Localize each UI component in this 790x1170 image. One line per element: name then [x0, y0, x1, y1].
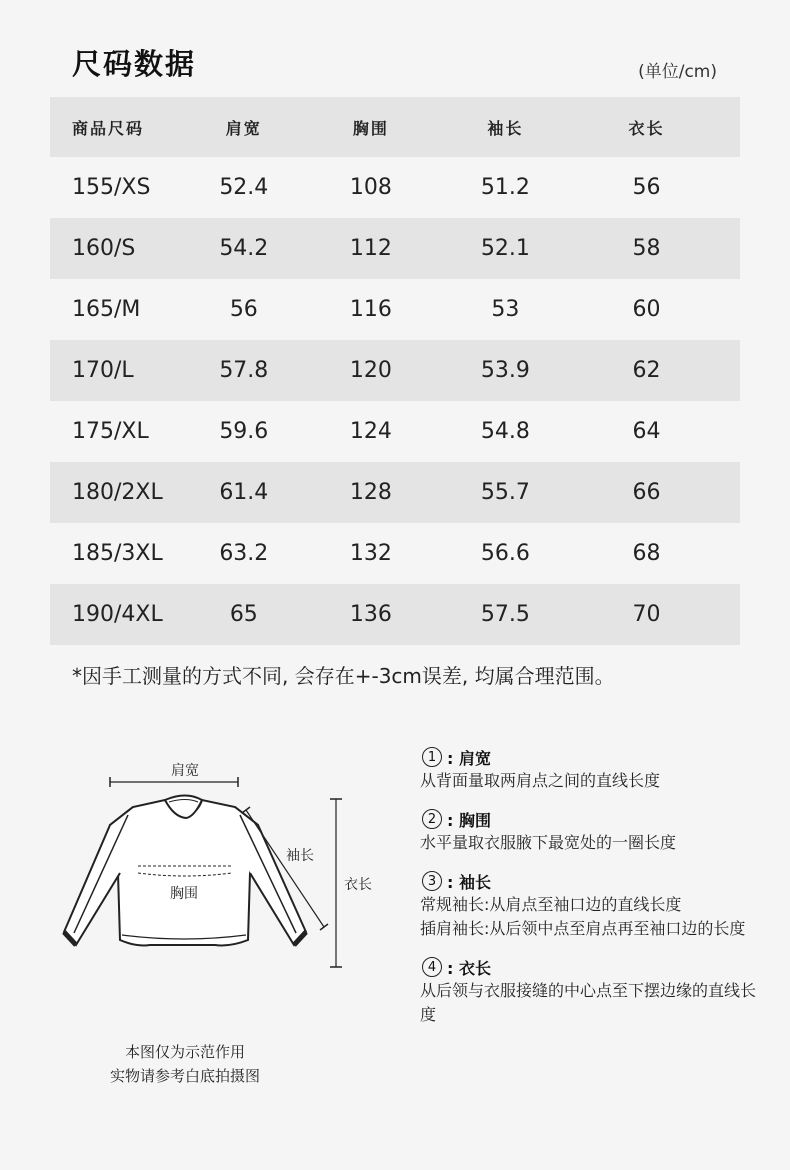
number-3-icon: 3	[422, 871, 442, 891]
cell-sleeve: 52.1	[480, 236, 530, 261]
table-row	[50, 523, 740, 584]
table-row	[50, 340, 740, 401]
cell-length: 66	[632, 480, 661, 505]
raglan-sleeve-value: 从后领中点至肩点再至袖口边的长度	[489, 919, 746, 938]
garment-diagram	[50, 755, 390, 995]
legend-item-length	[420, 955, 760, 1027]
caption-line-1: 本图仅为示范作用	[124, 1043, 245, 1061]
legend-description: 从背面量取两肩点之间的直线长度	[420, 771, 661, 790]
legend-title: : 胸围	[447, 810, 491, 830]
cell-chest: 132	[349, 541, 392, 566]
cell-shoulder: 65	[229, 602, 258, 627]
cell-sleeve: 53	[491, 297, 520, 322]
sleeve-label: 袖长	[286, 848, 314, 864]
cell-size: 155/XS	[72, 175, 151, 200]
legend-item-shoulder	[420, 745, 760, 793]
cell-shoulder: 63.2	[219, 541, 269, 566]
cell-size: 190/4XL	[72, 602, 163, 627]
cell-chest: 108	[349, 175, 392, 200]
cell-chest: 124	[349, 419, 392, 444]
size-table	[50, 97, 740, 645]
legend-description: 从后领与衣服接缝的中心点至下摆边缘的直线长度	[420, 981, 757, 1024]
table-row	[50, 218, 740, 279]
cell-size: 185/3XL	[72, 541, 163, 566]
regular-sleeve-key: 常规袖长:	[420, 895, 490, 914]
caption-line-2: 实物请参考白底拍摄图	[109, 1067, 260, 1085]
page-title: 尺码数据	[72, 47, 197, 81]
unit-label: (单位/cm)	[638, 62, 717, 82]
measurement-note: *因手工测量的方式不同, 会存在+-3cm误差, 均属合理范围。	[72, 664, 615, 688]
table-row	[50, 584, 740, 645]
raglan-sleeve-line	[420, 917, 760, 941]
number-2-icon: 2	[422, 809, 442, 829]
cell-length: 68	[632, 541, 661, 566]
sweatshirt-illustration	[50, 755, 390, 995]
length-label: 衣长	[344, 877, 372, 893]
table-row	[50, 279, 740, 340]
measurement-legend	[420, 745, 760, 1041]
shoulder-label: 肩宽	[171, 763, 199, 779]
cell-length: 62	[632, 358, 661, 383]
cell-size: 175/XL	[72, 419, 149, 444]
cell-sleeve: 53.9	[480, 358, 530, 383]
cell-shoulder: 59.6	[219, 419, 269, 444]
legend-title: : 衣长	[447, 958, 491, 978]
table-row	[50, 401, 740, 462]
cell-chest: 120	[349, 358, 392, 383]
number-4-icon: 4	[422, 957, 442, 977]
header-size: 商品尺码	[72, 118, 145, 138]
legend-title: : 肩宽	[447, 748, 491, 768]
header-chest: 胸围	[352, 118, 389, 138]
legend-item-sleeve	[420, 869, 760, 941]
cell-length: 58	[632, 236, 661, 261]
cell-length: 70	[632, 602, 661, 627]
diagram-caption	[80, 1040, 290, 1088]
number-1-icon: 1	[422, 747, 442, 767]
cell-size: 165/M	[72, 297, 141, 322]
legend-title: : 袖长	[447, 872, 491, 892]
regular-sleeve-line	[420, 893, 760, 917]
header-length: 衣长	[628, 118, 665, 138]
cell-sleeve: 54.8	[480, 419, 530, 444]
cell-length: 56	[632, 175, 661, 200]
header-shoulder: 肩宽	[225, 118, 262, 138]
regular-sleeve-value: 从肩点至袖口边的直线长度	[489, 895, 682, 914]
cell-sleeve: 57.5	[480, 602, 530, 627]
legend-description: 水平量取衣服腋下最宽处的一圈长度	[420, 833, 677, 852]
cell-sleeve: 51.2	[480, 175, 530, 200]
table-header	[50, 97, 740, 157]
cell-chest: 112	[349, 236, 392, 261]
cell-sleeve: 55.7	[480, 480, 530, 505]
chest-label: 胸围	[170, 886, 198, 902]
cell-length: 60	[632, 297, 661, 322]
cell-chest: 136	[349, 602, 392, 627]
cell-shoulder: 57.8	[219, 358, 269, 383]
cell-size: 170/L	[72, 358, 134, 383]
cell-shoulder: 61.4	[219, 480, 269, 505]
table-row	[50, 157, 740, 218]
legend-item-chest	[420, 807, 760, 855]
cell-chest: 128	[349, 480, 392, 505]
cell-sleeve: 56.6	[480, 541, 530, 566]
cell-length: 64	[632, 419, 661, 444]
cell-size: 180/2XL	[72, 480, 163, 505]
cell-shoulder: 52.4	[219, 175, 269, 200]
cell-chest: 116	[349, 297, 392, 322]
header-sleeve: 袖长	[487, 118, 524, 138]
cell-shoulder: 56	[229, 297, 258, 322]
cell-size: 160/S	[72, 236, 136, 261]
table-row	[50, 462, 740, 523]
raglan-sleeve-key: 插肩袖长:	[420, 919, 490, 938]
cell-shoulder: 54.2	[219, 236, 269, 261]
